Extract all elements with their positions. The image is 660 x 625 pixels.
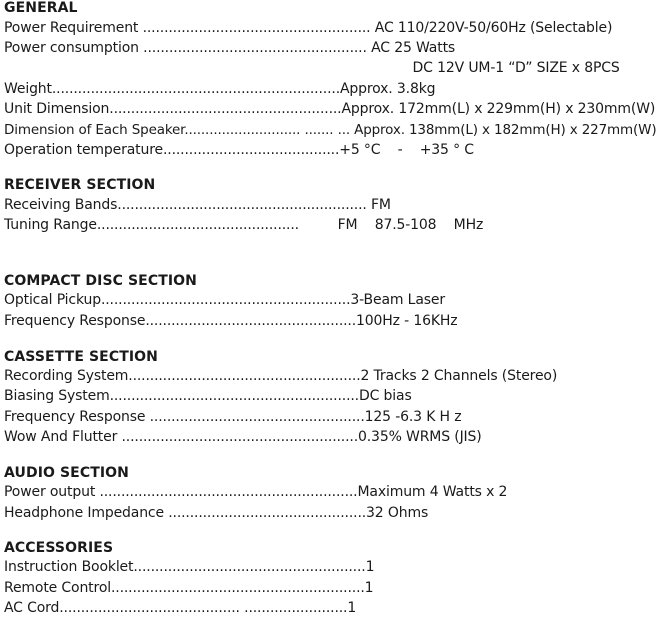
spec-line: Optical Pickup..........................................................3-Beam Laser bbox=[4, 292, 445, 308]
spec-line: Power output ............................................................Maximum 4 Watts x 2 bbox=[4, 484, 508, 500]
section-heading-general: GENERAL bbox=[4, 0, 78, 16]
section-heading-compact-disc: COMPACT DISC SECTION bbox=[4, 273, 197, 289]
spec-line: Operation temperature.........................................+5 °C - +35 ° C bbox=[4, 142, 474, 158]
spec-line: Receiving Bands.......................................................... FM bbox=[4, 197, 391, 213]
spec-line: Frequency Response ..................................................125 -6.3 K H z bbox=[4, 409, 462, 425]
spec-line: Dimension of Each Speaker............................ ....... ... Approx. 138mm(L) x 182mm(H) x 227mm(W) bbox=[4, 122, 657, 138]
spec-line: Power Requirement ..................................................... AC 110/220V-50/60Hz (Selectable) bbox=[4, 20, 613, 36]
spec-line: Biasing System..........................................................DC bias bbox=[4, 388, 412, 404]
spec-line: Unit Dimension......................................................Approx. 172mm(L) x 229mm(H) x 230mm(W) bbox=[4, 101, 656, 117]
spec-line: Recording System......................................................2 Tracks 2 Channels (Stereo) bbox=[4, 368, 558, 384]
section-heading-accessories: ACCESSORIES bbox=[4, 540, 114, 556]
spec-line: Headphone Impedance ..............................................32 Ohms bbox=[4, 505, 429, 521]
spec-line: AC Cord.......................................... ........................1 bbox=[4, 600, 357, 616]
spec-line: Tuning Range............................................... FM 87.5-108 MHz bbox=[4, 217, 484, 233]
spec-line: Power consumption .................................................... AC 25 Watts bbox=[4, 40, 456, 56]
spec-line: Frequency Response.................................................100Hz - 16KHz bbox=[4, 313, 458, 329]
section-heading-receiver: RECEIVER SECTION bbox=[4, 177, 156, 193]
spec-line: Weight...................................................................Approx. 3.8kg bbox=[4, 81, 436, 97]
spec-line: DC 12V UM-1 “D” SIZE x 8PCS bbox=[4, 60, 620, 76]
section-heading-cassette: CASSETTE SECTION bbox=[4, 349, 158, 365]
section-heading-audio: AUDIO SECTION bbox=[4, 465, 129, 481]
spec-line: Remote Control...........................................................1 bbox=[4, 580, 374, 596]
spec-line: Wow And Flutter .......................................................0.35% WRMS (JIS) bbox=[4, 429, 482, 445]
spec-line: Instruction Booklet......................................................1 bbox=[4, 559, 375, 575]
